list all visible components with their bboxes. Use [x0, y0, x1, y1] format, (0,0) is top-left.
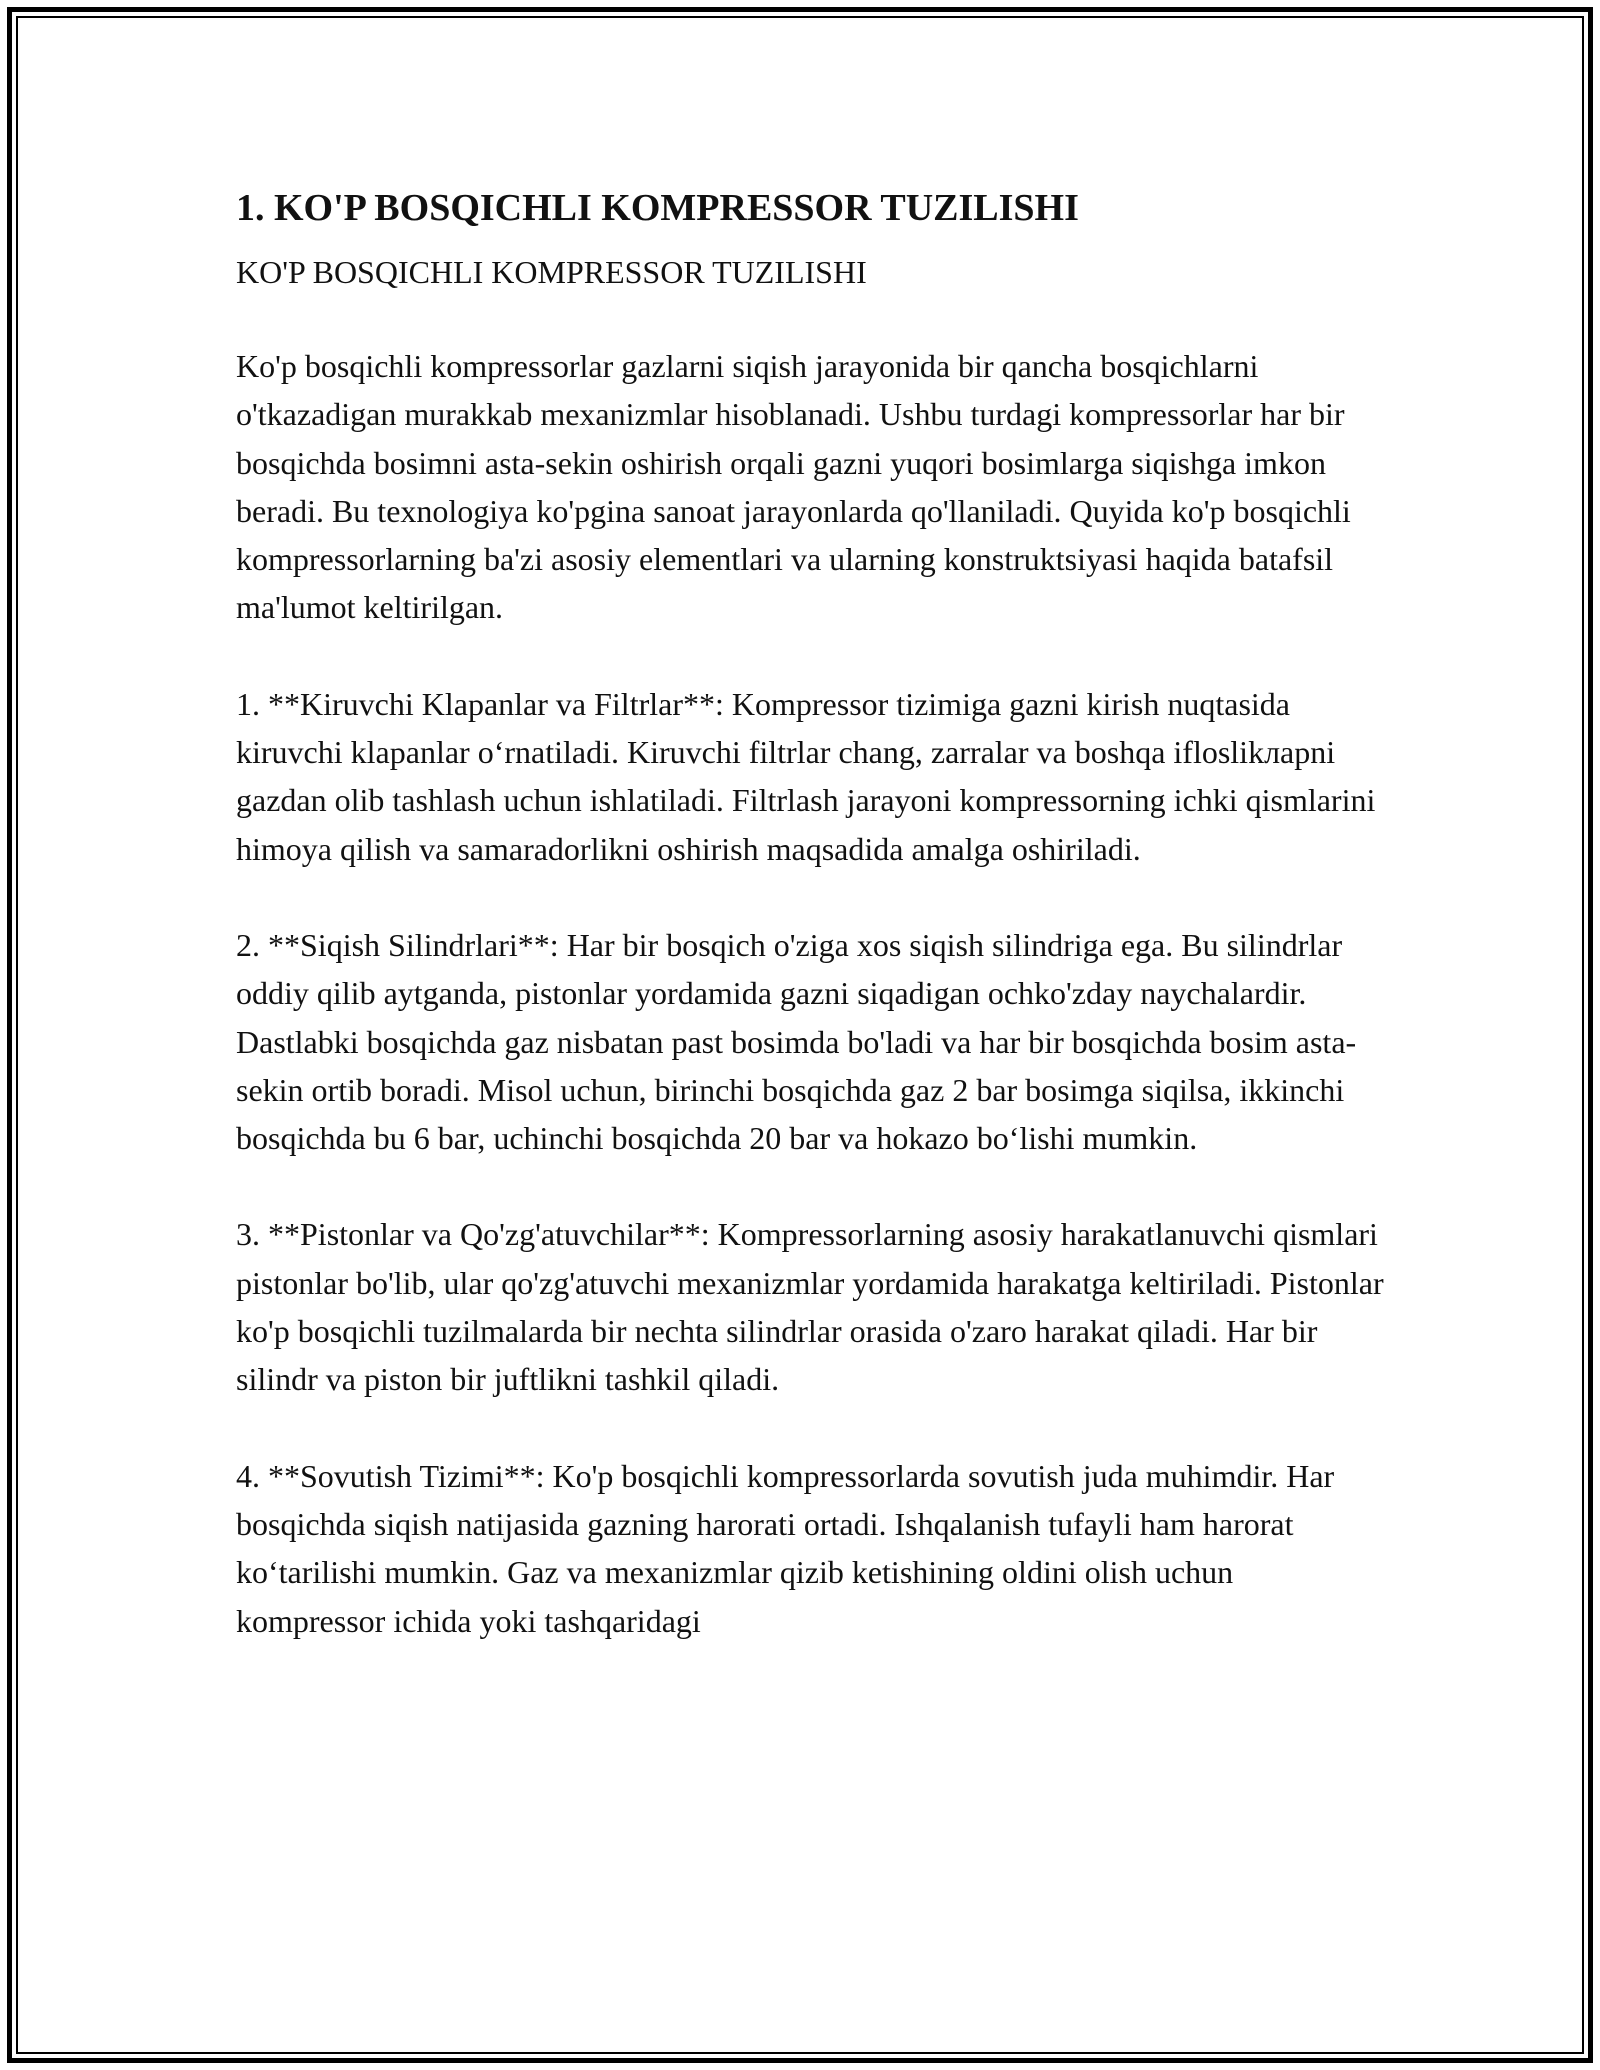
document-heading: 1. KO'P BOSQICHLI KOMPRESSOR TUZILISHI	[236, 187, 1079, 229]
paragraph-item-1: 1. **Kiruvchi Klapanlar va Filtrlar**: Kompressor tizimiga gazni kirish nuqtasida kiruvchi klapanlar oʻrnatiladi. Kiruvchi filtrlar chang, zarralar va boshqa ifloslikларni gazdan olib tashlash uchun ishlatiladi. Filtrlash jarayoni kompressorning ichki qismlarini himoya qilish va samaradorlikni oshirish maqsadida amalga oshiriladi.	[236, 685, 1376, 867]
paragraph-item-2: 2. **Siqish Silindrlari**: Har bir bosqich o'ziga xos siqish silindriga ega. Bu silindrlar oddiy qilib aytganda, pistonlar yordamida gazni siqadigan ochko'zday naychalardir. Dastlabki bosqichda gaz nisbatan past bosimda bo'ladi va har bir bosqichda bosim asta-sekin ortib boradi. Misol uchun, birinchi bosqichda gaz 2 bar bosimga siqilsa, ikkinchi bosqichda bu 6 bar, uchinchi bosqichda 20 bar va hokazo boʻlishi mumkin.	[236, 926, 1357, 1157]
paragraph-item-4: 4. **Sovutish Tizimi**: Ko'p bosqichli kompressorlarda sovutish juda muhimdir. Har bosqichda siqish natijasida gazning harorati ortadi. Ishqalanish tufayli ham harorat koʻtarilishi mumkin. Gaz va mexanizmlar qizib ketishining oldini olish uchun kompressor ichida yoki tashqaridagi	[236, 1457, 1335, 1639]
paragraph-item-3: 3. **Pistonlar va Qo'zg'atuvchilar**: Kompressorlarning asosiy harakatlanuvchi qismlari pistonlar bo'lib, ular qo'zg'atuvchi mexanizmlar yordamida harakatga keltiriladi. Pistonlar ko'p bosqichli tuzilmalarda bir nechta silindrlar orasida o'zaro harakat qiladi. Har bir silindr va piston bir juftlikni tashkil qiladi.	[236, 1216, 1384, 1398]
paragraph-intro: Ko'p bosqichli kompressorlar gazlarni siqish jarayonida bir qancha bosqichlarni o'tkazadigan murakkab mexanizmlar hisoblanadi. Ushbu turdagi kompressorlar har bir bosqichda bosimni asta-sekin oshirish orqali gazni yuqori bosimlarga siqishga imkon beradi. Bu texnologiya ko'pgina sanoat jarayonlarda qo'llaniladi. Quyida ko'p bosqichli kompressorlarning ba'zi asosiy elementlari va ularning konstruktsiyasi haqida batafsil ma'lumot keltirilgan.	[236, 348, 1351, 626]
document-subtitle: KO'P BOSQICHLI KOMPRESSOR TUZILISHI	[236, 254, 867, 290]
document-body	[236, 184, 1386, 1693]
